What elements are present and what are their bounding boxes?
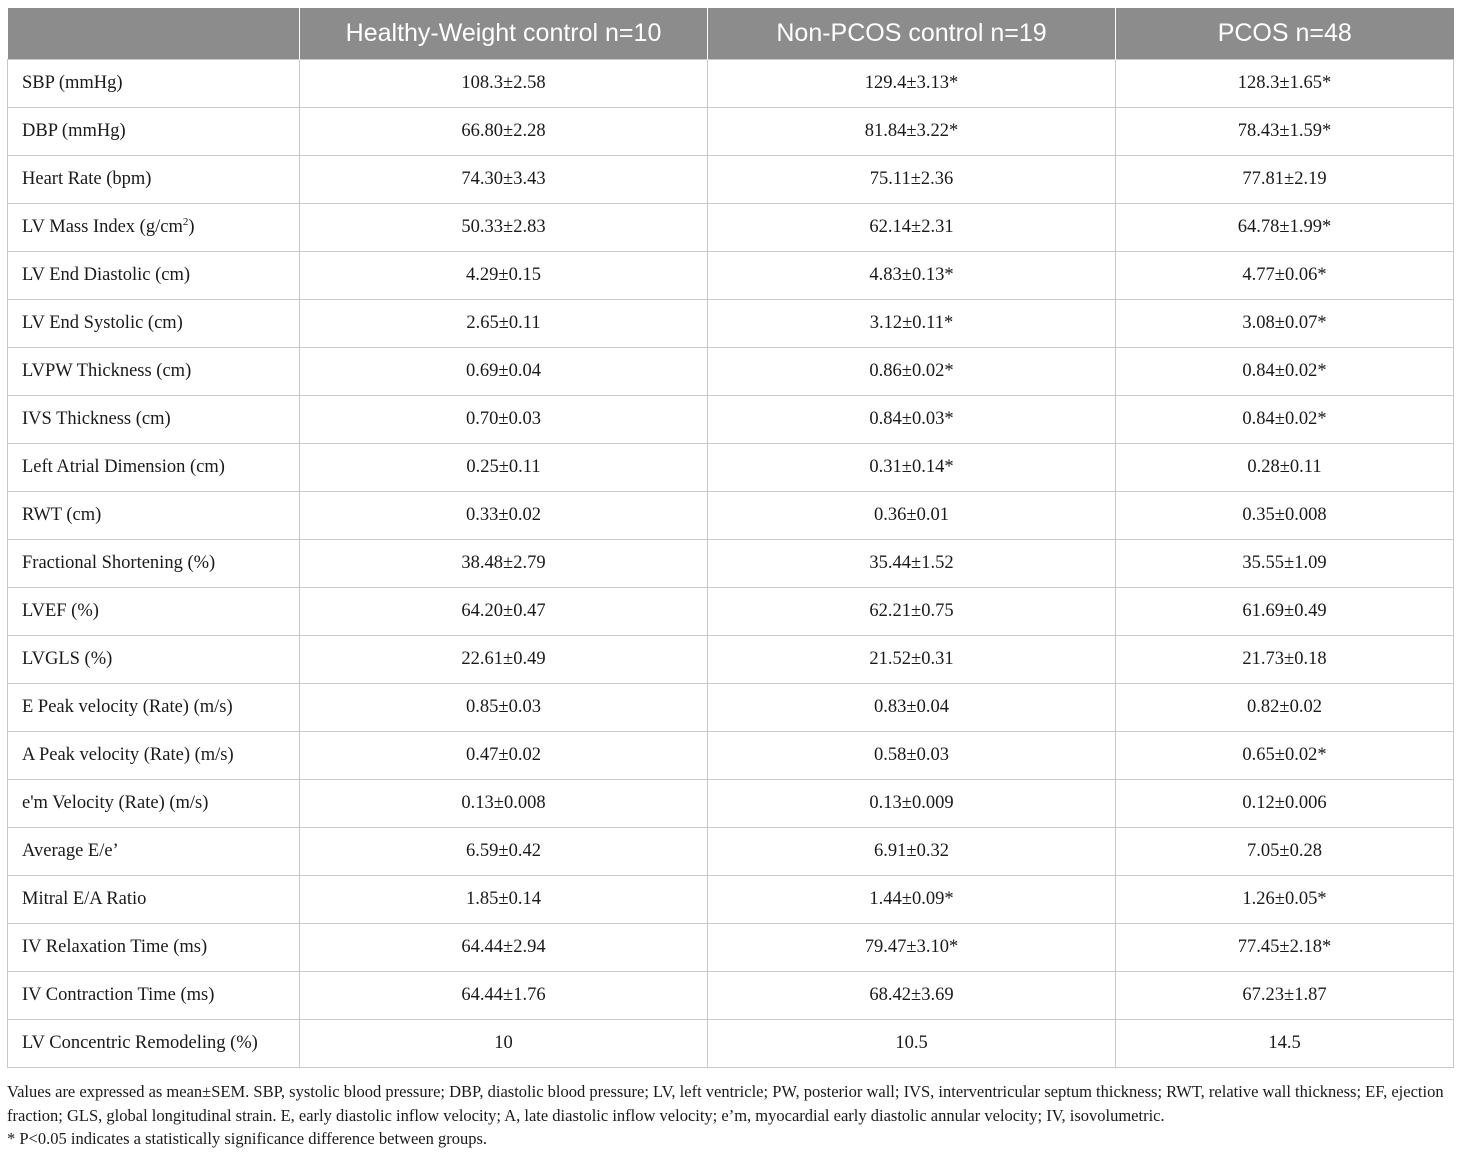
- table-cell: 0.65±0.02*: [1116, 732, 1454, 780]
- table-cell: 4.77±0.06*: [1116, 252, 1454, 300]
- row-label: [8, 732, 300, 780]
- table-header: [8, 8, 1454, 60]
- table-cell: 61.69±0.49: [1116, 588, 1454, 636]
- table-row: [8, 204, 1454, 252]
- table-cell: 0.12±0.006: [1116, 780, 1454, 828]
- table-cell: 21.73±0.18: [1116, 636, 1454, 684]
- table-cell: 0.82±0.02: [1116, 684, 1454, 732]
- table-row: [8, 396, 1454, 444]
- table-cell: 81.84±3.22*: [708, 108, 1116, 156]
- table-cell: 0.31±0.14*: [708, 444, 1116, 492]
- row-label-text: RWT (cm): [22, 505, 102, 525]
- row-label-text: IV Relaxation Time (ms): [22, 937, 208, 957]
- row-label: [8, 204, 300, 252]
- row-label-text: IV Contraction Time (ms): [22, 985, 215, 1005]
- table-cell: 108.3±2.58: [300, 60, 708, 108]
- table-row: [8, 924, 1454, 972]
- row-label-superscript: 2: [182, 216, 189, 228]
- table-row: [8, 108, 1454, 156]
- row-label-text: DBP (mmHg): [22, 121, 126, 141]
- table-cell: 0.70±0.03: [300, 396, 708, 444]
- header-cell-empty: [8, 8, 300, 60]
- row-label-text: IVS Thickness (cm): [22, 409, 171, 429]
- row-label-text: Left Atrial Dimension (cm): [22, 457, 225, 477]
- table-cell: 2.65±0.11: [300, 300, 708, 348]
- table-cell: 0.58±0.03: [708, 732, 1116, 780]
- table-row: [8, 684, 1454, 732]
- table-cell: 0.83±0.04: [708, 684, 1116, 732]
- table-row: [8, 732, 1454, 780]
- table-cell: 4.29±0.15: [300, 252, 708, 300]
- row-label-text: LV End Systolic (cm): [22, 313, 183, 333]
- table-row: [8, 588, 1454, 636]
- table-body: [8, 60, 1454, 1068]
- row-label-suffix: ): [188, 217, 195, 237]
- row-label: [8, 924, 300, 972]
- data-table: [7, 8, 1454, 1068]
- table-row: [8, 492, 1454, 540]
- table-cell: 64.78±1.99*: [1116, 204, 1454, 252]
- table-cell: 3.08±0.07*: [1116, 300, 1454, 348]
- table-cell: 62.14±2.31: [708, 204, 1116, 252]
- table-row: [8, 876, 1454, 924]
- table-cell: 79.47±3.10*: [708, 924, 1116, 972]
- row-label-text: LV End Diastolic (cm): [22, 265, 191, 285]
- table-cell: 67.23±1.87: [1116, 972, 1454, 1020]
- table-row: [8, 540, 1454, 588]
- table-cell: 64.20±0.47: [300, 588, 708, 636]
- footnote-abbreviations: Values are expressed as mean±SEM. SBP, systolic blood pressure; DBP, diastolic blood pressure; LV, left ventricle; PW, posterior wall; IVS, interventricular septum thickness; RWT, relative wall thickness; EF, ejection fraction; GLS, global longitudinal strain. E, early diastolic inflow velocity; A, late diastolic inflow velocity; e’m, myocardial early diastolic annular velocity; IV, isovolumetric.: [7, 1082, 1444, 1125]
- table-cell: 129.4±3.13*: [708, 60, 1116, 108]
- table-cell: 64.44±2.94: [300, 924, 708, 972]
- table-row: [8, 1020, 1454, 1068]
- table-cell: 0.47±0.02: [300, 732, 708, 780]
- table-cell: 1.26±0.05*: [1116, 876, 1454, 924]
- header-row: [8, 8, 1454, 60]
- table-cell: 21.52±0.31: [708, 636, 1116, 684]
- row-label: [8, 972, 300, 1020]
- table-cell: 77.45±2.18*: [1116, 924, 1454, 972]
- row-label: [8, 60, 300, 108]
- table-row: [8, 828, 1454, 876]
- row-label-text: LVEF (%): [22, 601, 99, 621]
- table-cell: 6.91±0.32: [708, 828, 1116, 876]
- table-cell: 0.13±0.008: [300, 780, 708, 828]
- row-label-text: Fractional Shortening (%): [22, 553, 216, 573]
- row-label-text: A Peak velocity (Rate) (m/s): [22, 745, 234, 765]
- table-row: [8, 348, 1454, 396]
- table-cell: 0.35±0.008: [1116, 492, 1454, 540]
- table-row: [8, 444, 1454, 492]
- table-cell: 14.5: [1116, 1020, 1454, 1068]
- table-cell: 50.33±2.83: [300, 204, 708, 252]
- row-label-text: Average E/e’: [22, 841, 119, 861]
- table-cell: 10.5: [708, 1020, 1116, 1068]
- table-cell: 38.48±2.79: [300, 540, 708, 588]
- row-label: [8, 300, 300, 348]
- table-cell: 35.55±1.09: [1116, 540, 1454, 588]
- row-label: [8, 252, 300, 300]
- row-label-text: LV Mass Index (g/cm: [22, 217, 183, 237]
- row-label: [8, 828, 300, 876]
- table-cell: 128.3±1.65*: [1116, 60, 1454, 108]
- table-cell: 74.30±3.43: [300, 156, 708, 204]
- table-row: [8, 156, 1454, 204]
- table-cell: 1.85±0.14: [300, 876, 708, 924]
- row-label: [8, 780, 300, 828]
- table-cell: 0.25±0.11: [300, 444, 708, 492]
- row-label: [8, 636, 300, 684]
- row-label: [8, 684, 300, 732]
- table-cell: 0.36±0.01: [708, 492, 1116, 540]
- row-label: [8, 540, 300, 588]
- table-footnotes: [7, 1080, 1453, 1151]
- table-row: [8, 60, 1454, 108]
- row-label-text: SBP (mmHg): [22, 73, 123, 93]
- table-cell: 0.13±0.009: [708, 780, 1116, 828]
- table-cell: 0.84±0.02*: [1116, 396, 1454, 444]
- row-label-text: LV Concentric Remodeling (%): [22, 1033, 258, 1053]
- table-cell: 35.44±1.52: [708, 540, 1116, 588]
- table-cell: 64.44±1.76: [300, 972, 708, 1020]
- row-label: [8, 588, 300, 636]
- table-cell: 0.86±0.02*: [708, 348, 1116, 396]
- table-row: [8, 252, 1454, 300]
- table-cell: 0.69±0.04: [300, 348, 708, 396]
- table-cell: 0.84±0.02*: [1116, 348, 1454, 396]
- row-label: [8, 1020, 300, 1068]
- row-label-text: LVPW Thickness (cm): [22, 361, 192, 381]
- table-cell: 0.84±0.03*: [708, 396, 1116, 444]
- table-cell: 7.05±0.28: [1116, 828, 1454, 876]
- row-label: [8, 492, 300, 540]
- table-cell: 62.21±0.75: [708, 588, 1116, 636]
- row-label-text: Heart Rate (bpm): [22, 169, 152, 189]
- table-container: [7, 8, 1453, 1068]
- header-cell-healthy-weight: Healthy-Weight control n=10: [300, 8, 708, 60]
- row-label: [8, 444, 300, 492]
- footnote-significance: * P<0.05 indicates a statistically significance difference between groups.: [7, 1129, 488, 1148]
- table-cell: 66.80±2.28: [300, 108, 708, 156]
- table-row: [8, 636, 1454, 684]
- row-label: [8, 876, 300, 924]
- table-cell: 3.12±0.11*: [708, 300, 1116, 348]
- table-row: [8, 780, 1454, 828]
- table-cell: 75.11±2.36: [708, 156, 1116, 204]
- table-cell: 1.44±0.09*: [708, 876, 1116, 924]
- table-cell: 0.85±0.03: [300, 684, 708, 732]
- table-cell: 4.83±0.13*: [708, 252, 1116, 300]
- row-label-text: E Peak velocity (Rate) (m/s): [22, 697, 233, 717]
- table-cell: 0.33±0.02: [300, 492, 708, 540]
- table-row: [8, 300, 1454, 348]
- header-cell-pcos: PCOS n=48: [1116, 8, 1454, 60]
- row-label-text: e'm Velocity (Rate) (m/s): [22, 793, 209, 813]
- row-label-text: LVGLS (%): [22, 649, 113, 669]
- row-label: [8, 108, 300, 156]
- row-label: [8, 348, 300, 396]
- row-label-text: Mitral E/A Ratio: [22, 889, 147, 909]
- header-cell-non-pcos: Non-PCOS control n=19: [708, 8, 1116, 60]
- table-cell: 0.28±0.11: [1116, 444, 1454, 492]
- row-label: [8, 396, 300, 444]
- row-label: [8, 156, 300, 204]
- table-cell: 77.81±2.19: [1116, 156, 1454, 204]
- table-cell: 10: [300, 1020, 708, 1068]
- table-cell: 22.61±0.49: [300, 636, 708, 684]
- table-cell: 68.42±3.69: [708, 972, 1116, 1020]
- table-row: [8, 972, 1454, 1020]
- table-cell: 6.59±0.42: [300, 828, 708, 876]
- table-cell: 78.43±1.59*: [1116, 108, 1454, 156]
